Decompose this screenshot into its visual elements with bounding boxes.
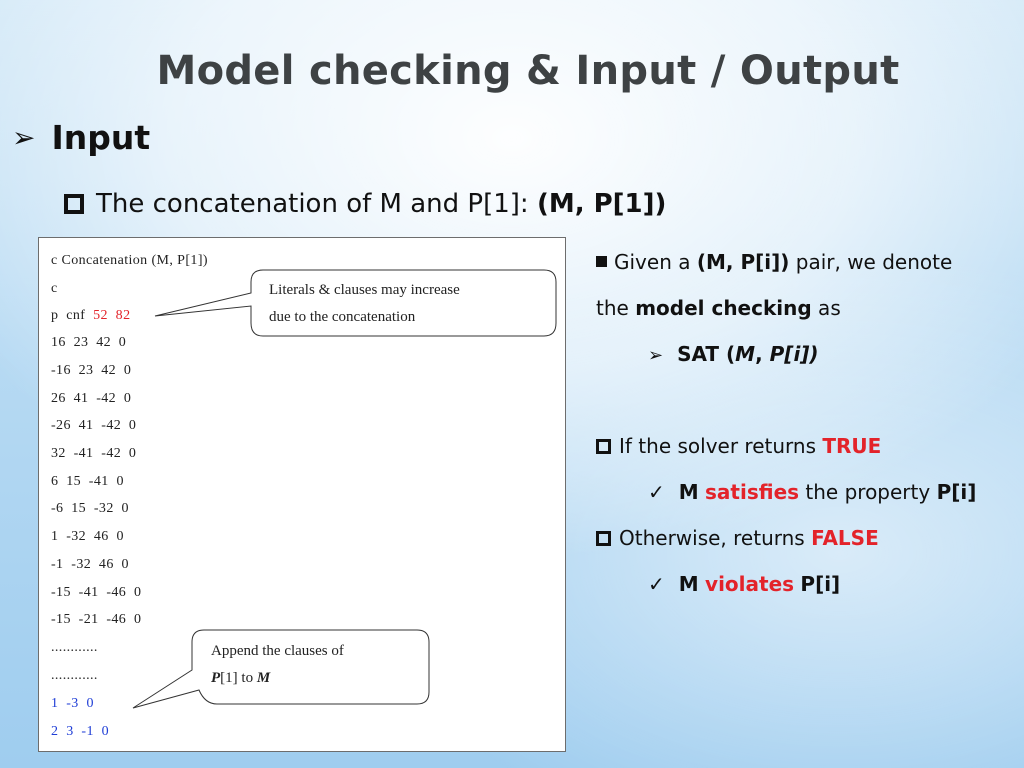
item-otherwise-false: Otherwise, returns FALSE (596, 526, 879, 550)
concatenation-bold: (M, P[1]) (536, 189, 667, 219)
appended-clause-line: 1 -3 0 (51, 696, 94, 711)
cnf-line: 16 23 42 0 (51, 335, 127, 350)
cnf-line: 26 41 -42 0 (51, 391, 132, 406)
cnf-line: -15 -21 -46 0 (51, 612, 142, 627)
cnf-line: -16 23 42 0 (51, 363, 132, 378)
cnf-numbers: 52 82 (93, 308, 131, 323)
cnf-line: 1 -32 46 0 (51, 529, 124, 544)
cnf-line: p cnf 52 82 (51, 308, 131, 323)
appended-clause-line: 2 3 -1 0 (51, 724, 110, 739)
check-satisfies: ✓ M satisfies the property P[i] (648, 480, 977, 504)
callout1-text (269, 277, 460, 331)
hollow-square-bullet-icon (596, 531, 611, 546)
cnf-line: 32 -41 -42 0 (51, 446, 137, 461)
item-given-pair-cont: the model checking as (596, 296, 841, 320)
callout2-text (211, 638, 344, 692)
cnf-figure (38, 237, 566, 752)
item-given-pair: Given a (M, P[i]) pair, we denote (596, 250, 952, 274)
check-mark-icon: ✓ (648, 572, 665, 596)
item-solver-true: If the solver returns TRUE (596, 434, 881, 458)
cnf-line: c Concatenation (M, P[1]) (51, 253, 208, 268)
cnf-line: 6 15 -41 0 (51, 474, 124, 489)
sat-expression: ➢ SAT (M, P[i]) (648, 342, 819, 366)
cnf-line: ............ (51, 668, 98, 683)
concatenation-text: The concatenation of M and P[1]: (96, 189, 537, 219)
cnf-line: -1 -32 46 0 (51, 557, 129, 572)
bullet-concatenation (64, 189, 666, 219)
hollow-square-bullet-icon (596, 439, 611, 454)
callout2-line2: P[1] to M (211, 670, 271, 686)
bullet-input-label: Input (51, 118, 151, 157)
callout1-line2: due to the concatenation (269, 309, 416, 325)
cnf-line: -26 41 -42 0 (51, 418, 137, 433)
cnf-line: c (51, 281, 58, 296)
slide-title: Model checking & Input / Output (156, 48, 900, 94)
check-violates: ✓ M violates P[i] (648, 572, 841, 596)
arrow-bullet-icon: ➢ (648, 345, 664, 366)
callout1-line1: Literals & clauses may increase (269, 282, 460, 298)
cnf-line: -15 -41 -46 0 (51, 585, 142, 600)
cnf-line: ............ (51, 640, 98, 655)
bullet-input (12, 118, 150, 157)
cnf-line: -6 15 -32 0 (51, 501, 129, 516)
filled-square-bullet-icon (596, 256, 607, 267)
check-mark-icon: ✓ (648, 480, 665, 504)
arrow-bullet-icon: ➢ (12, 121, 36, 154)
hollow-square-bullet-icon (64, 194, 84, 214)
callout2-line1: Append the clauses of (211, 643, 344, 659)
